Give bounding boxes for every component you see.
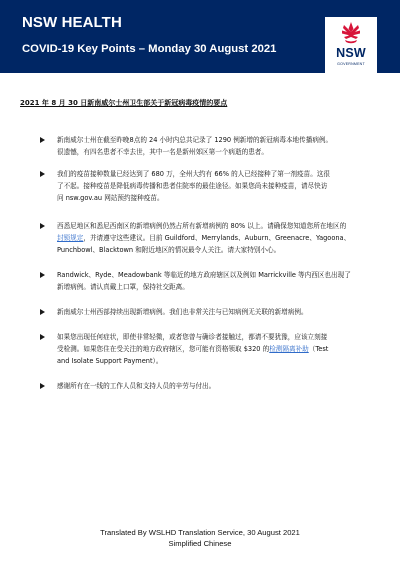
- point-text-line: 了不起。接种疫苗是降低病毒传播和患者住院率的最佳途径。如果您尚未接种疫苗，请尽快访: [57, 182, 328, 190]
- footer-translation-credit: Translated By WSLHD Translation Service, 30 August 2021: [100, 528, 300, 537]
- point-text-segment: 受检测。如果您住在受关注的地方政府辖区，您可能有资格领取 $320 的: [57, 345, 270, 353]
- point-text-segment: （Test: [308, 345, 329, 353]
- bullet-triangle-icon: [40, 334, 45, 340]
- point-text-line: Punchbowl、Blacktown 和附近地区的情况最令人关注。请大家特别小心。: [57, 246, 281, 254]
- point-text-line: 问 nsw.gov.au 网站预约接种疫苗。: [57, 194, 164, 202]
- point-text-line: [57, 232, 375, 244]
- footer-language: Simplified Chinese: [168, 539, 232, 548]
- document-title: 2021 年 8 月 30 日新南威尔士州卫生部关于新冠病毒疫情的要点: [20, 99, 228, 107]
- logo-nsw-text: NSW: [336, 46, 366, 60]
- point-text-line: 我们的疫苗接种数量已经达到了 680 万，全州大约有 66% 的人已经接种了第一剂疫苗。这很: [57, 170, 330, 178]
- bullet-triangle-icon: [40, 272, 45, 278]
- key-point-testing: [57, 331, 375, 367]
- point-text-line: and Isolate Support Payment）。: [57, 357, 163, 365]
- key-point-western-sydney: [57, 220, 375, 256]
- bullet-triangle-icon: [40, 223, 45, 229]
- header-title: NSW HEALTH: [22, 14, 122, 31]
- point-text-line: Randwick、Ryde、Meadowbank 等临近的地方政府辖区以及例如 Marrickville 等内西区也出现了: [57, 271, 351, 279]
- lockdown-rules-link[interactable]: 封锁规定: [57, 234, 84, 242]
- header-banner: [0, 0, 400, 73]
- test-isolate-payment-link[interactable]: 检测隔离补助: [269, 345, 309, 353]
- bullet-triangle-icon: [40, 383, 45, 389]
- key-point-vaccination: [57, 168, 375, 204]
- point-text-line: 新增病例。请认真戴上口罩，保持社交距离。: [57, 283, 189, 291]
- point-text-line: 新南威尔士州在截至昨晚8点的 24 小时内总共记录了 1290 例新增的新冠病毒本地传播病例。: [57, 136, 333, 144]
- bullet-triangle-icon: [40, 171, 45, 177]
- point-text-line: [57, 343, 375, 355]
- key-point-western-nsw: [57, 306, 375, 318]
- key-point-other-lgas: [57, 269, 375, 293]
- point-text-line: 西悉尼地区和悉尼西南区的新增病例仍然占所有新增病例的 80% 以上。请确保您知道您所在地区的: [57, 222, 347, 230]
- nsw-government-logo: [325, 17, 377, 73]
- point-text-line: 如果您出现任何症状，即使非常轻微，或者您曾与确诊者接触过，都请不要犹豫，应该立刻接: [57, 333, 328, 341]
- logo-government-text: GOVERNMENT: [337, 62, 365, 66]
- point-text-line: 很遗憾，有四名患者不幸去世，其中一名是新州郊区第一个病逝的患者。: [57, 148, 268, 156]
- key-point-thanks: [57, 380, 375, 392]
- waratah-icon: [325, 17, 377, 47]
- point-text-line: 感谢所有在一线的工作人员和支持人员的辛劳与付出。: [57, 382, 216, 390]
- key-point-cases: [57, 134, 375, 158]
- point-text-segment: ，并请遵守这些建议。目前 Guildford、Merrylands、Auburn、Greenacre、Yagoona、: [83, 234, 351, 242]
- point-text-line: 新南威尔士州西部持续出现新增病例。我们也非常关注与已知病例无关联的新增病例。: [57, 308, 308, 316]
- bullet-triangle-icon: [40, 309, 45, 315]
- header-subtitle: COVID-19 Key Points – Monday 30 August 2021: [22, 43, 277, 55]
- bullet-triangle-icon: [40, 137, 45, 143]
